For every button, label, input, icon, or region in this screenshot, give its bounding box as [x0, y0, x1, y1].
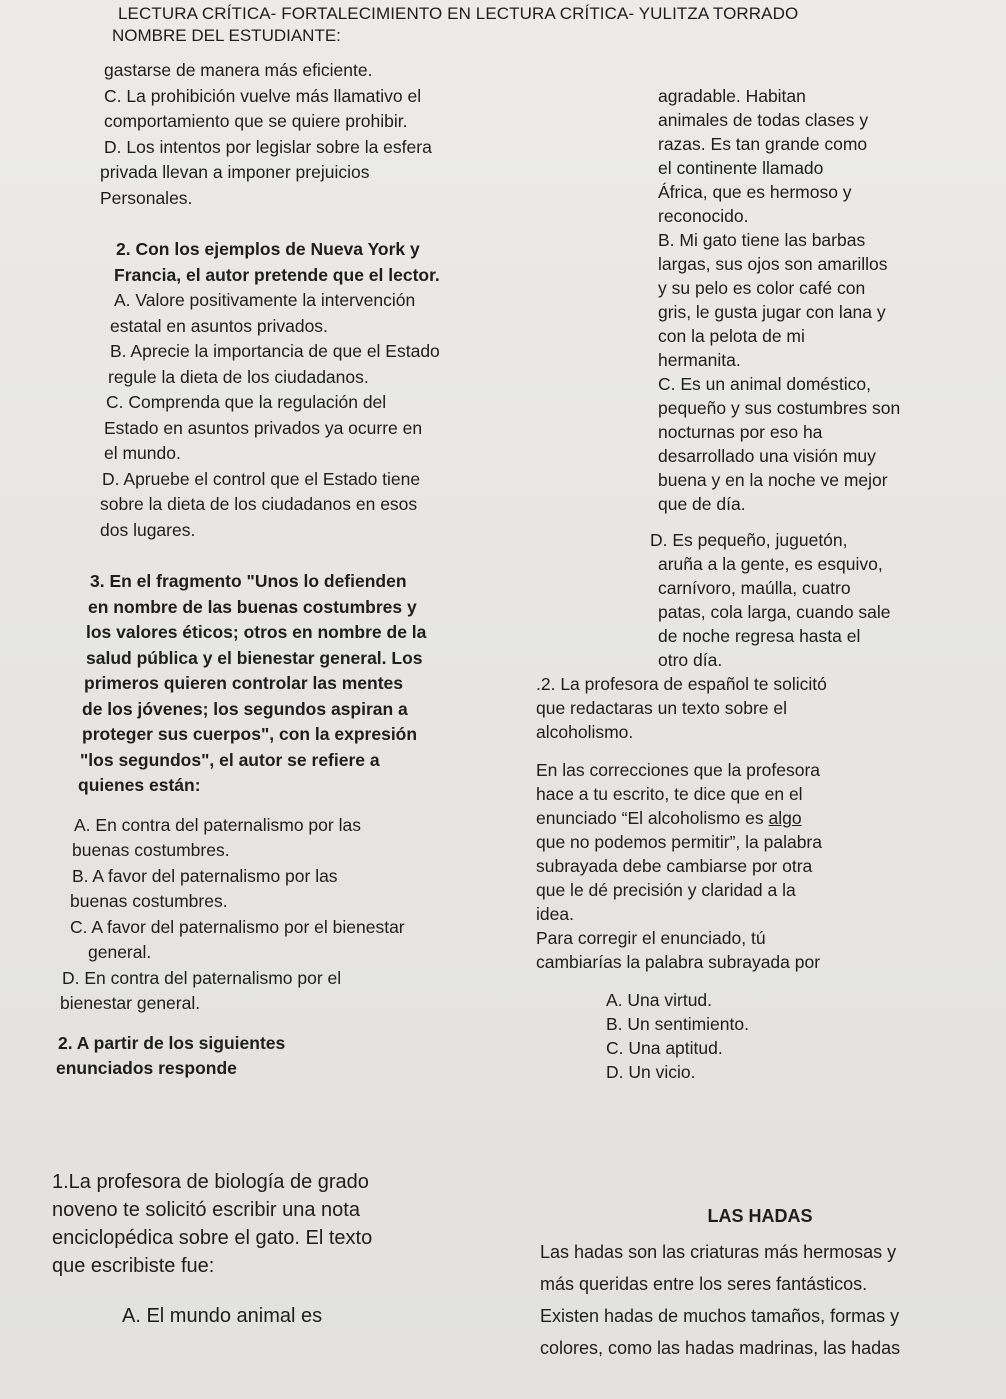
question-stem: primeros quieren controlar las mentes — [84, 673, 403, 693]
option-c: pequeño y sus costumbres son — [658, 398, 901, 418]
worksheet-title: LECTURA CRÍTICA- FORTALECIMIENTO EN LECTURA CRÍTICA- YULITZA TORRADO — [118, 4, 799, 23]
option-a: animales de todas clases y — [658, 110, 869, 130]
question-2 — [70, 237, 540, 543]
option-b: regule la dieta de los ciudadanos. — [108, 366, 369, 387]
reading-title: LAS HADAS — [707, 1206, 813, 1226]
question-stem: de los jóvenes; los segundos aspiran a — [82, 698, 408, 719]
option-d: dos lugares. — [100, 519, 196, 540]
text-line: D. Los intentos por legislar sobre la esfera — [104, 136, 432, 157]
option-a: A. Una virtud. — [606, 990, 713, 1010]
question-stem: 3. En el fragmento "Unos lo defienden — [90, 571, 407, 591]
question-stem: en nombre de las buenas costumbres y — [88, 596, 417, 617]
question-stem: "los segundos", el autor se refiere a — [80, 749, 380, 770]
option-d: carnívoro, maúlla, cuatro — [658, 578, 851, 598]
option-b: B. Mi gato tiene las barbas — [658, 230, 866, 250]
option-b: y su pelo es color café con — [658, 278, 866, 298]
question-stem: los valores éticos; otros en nombre de la — [86, 622, 427, 642]
option-b: B. Un sentimiento. — [606, 1014, 749, 1034]
option-b: hermanita. — [658, 350, 741, 370]
section-2-heading — [56, 1031, 540, 1082]
option-c: desarrollado una visión muy — [658, 446, 876, 466]
option-d: D. Es pequeño, juguetón, — [650, 530, 848, 550]
student-name-label: NOMBRE DEL ESTUDIANTE: — [112, 26, 341, 45]
question-1 — [52, 1168, 492, 1330]
option-c: el mundo. — [104, 443, 181, 463]
question-paragraph: En las correcciones que la profesora — [536, 760, 821, 780]
option-d: otro día. — [658, 650, 723, 670]
option-d: bienestar general. — [60, 993, 201, 1013]
question-stem: que redactaras un texto sobre el — [536, 698, 787, 718]
option-a: A. El mundo animal es — [122, 1305, 323, 1327]
question-stem: proteger sus cuerpos", con la expresión — [82, 724, 418, 744]
question-stem: noveno te solicitó escribir una nota — [52, 1199, 360, 1221]
text-line: gastarse de manera más eficiente. — [104, 60, 373, 80]
option-c: C. Una aptitud. — [606, 1038, 723, 1058]
section-heading-line: 2. A partir de los siguientes — [58, 1032, 286, 1053]
option-d: de noche regresa hasta el — [658, 626, 861, 646]
text-line: Personales. — [100, 187, 193, 208]
question-stem: quienes están: — [78, 775, 201, 795]
option-a: estatal en asuntos privados. — [110, 315, 328, 336]
option-a: razas. Es tan grande como — [658, 134, 868, 154]
option-c: C. Es un animal doméstico, — [658, 374, 872, 394]
option-a: el continente llamado — [658, 158, 824, 178]
option-c: general. — [88, 942, 152, 962]
option-d: D. Un vicio. — [606, 1062, 696, 1082]
option-d: D. Apruebe el control que el Estado tiene — [102, 468, 421, 489]
option-a: reconocido. — [658, 206, 749, 226]
option-b: buenas costumbres. — [70, 891, 228, 911]
previous-question-options — [70, 58, 540, 211]
question-stem: alcoholismo. — [536, 722, 634, 742]
question-instruction: cambiarías la palabra subrayada por — [536, 952, 821, 972]
question-stem: salud pública y el bienestar general. Los — [86, 647, 423, 668]
question-2-spanish — [536, 672, 970, 1084]
option-c: nocturnas por eso ha — [658, 422, 823, 442]
underlined-word: algo — [768, 808, 802, 828]
question-paragraph-enunciado — [536, 806, 970, 830]
text-line: privada llevan a imponer prejuicios — [100, 162, 370, 182]
question-paragraph: que le dé precisión y claridad a la — [536, 880, 796, 900]
question-stem: 2. Con los ejemplos de Nueva York y — [116, 239, 420, 259]
option-b: B. Aprecie la importancia de que el Estado — [110, 341, 440, 361]
left-column — [56, 58, 540, 1082]
option-b: gris, le gusta jugar con lana y — [658, 302, 886, 322]
question-stem: .2. La profesora de español te solicitó — [536, 674, 827, 694]
question-stem: Francia, el autor pretende que el lector. — [114, 264, 440, 285]
section-heading-line: enunciados responde — [56, 1058, 237, 1078]
reading-las-hadas — [540, 1200, 980, 1364]
option-a: agradable. Habitan — [658, 86, 806, 106]
question-paragraph: subrayada debe cambiarse por otra — [536, 856, 813, 876]
option-b: largas, sus ojos son amarillos — [658, 254, 888, 274]
question-stem: que escribiste fue: — [52, 1255, 215, 1277]
question-instruction: Para corregir el enunciado, tú — [536, 928, 766, 948]
option-c: C. A favor del paternalismo por el bienestar — [70, 916, 405, 937]
reading-line: colores, como las hadas madrinas, las hadas — [540, 1338, 901, 1358]
option-a: A. En contra del paternalismo por las — [74, 814, 361, 835]
question-stem: enciclopédica sobre el gato. El texto — [52, 1227, 373, 1249]
option-c: que de día. — [658, 494, 746, 514]
text-line: comportamiento que se quiere prohibir. — [104, 111, 408, 131]
option-a: buenas costumbres. — [72, 840, 230, 860]
enunciado-text: enunciado “El alcoholismo es — [536, 808, 769, 828]
option-c: C. Comprenda que la regulación del — [106, 392, 387, 412]
question-paragraph: que no podemos permitir”, la palabra — [536, 832, 822, 852]
question-3 — [60, 569, 540, 1017]
option-a: A. Valore positivamente la intervención — [114, 290, 416, 310]
option-a: África, que es hermoso y — [658, 182, 852, 202]
right-column — [536, 84, 970, 1084]
question-paragraph: hace a tu escrito, te dice que en el — [536, 784, 803, 804]
text-line: C. La prohibición vuelve más llamativo el — [104, 85, 422, 106]
option-d: sobre la dieta de los ciudadanos en esos — [100, 494, 418, 514]
reading-line: Existen hadas de muchos tamaños, formas y — [540, 1306, 900, 1326]
reading-line: más queridas entre los seres fantásticos. — [540, 1274, 868, 1294]
option-c: Estado en asuntos privados ya ocurre en — [104, 417, 423, 438]
reading-line: Las hadas son las criaturas más hermosas y — [540, 1242, 897, 1262]
option-c: buena y en la noche ve mejor — [658, 470, 888, 490]
option-b: con la pelota de mi — [658, 326, 805, 346]
question-paragraph: idea. — [536, 904, 574, 924]
option-d: aruña a la gente, es esquivo, — [658, 554, 883, 574]
question-1-options-continued — [650, 84, 970, 672]
option-b: B. A favor del paternalismo por las — [72, 865, 338, 886]
question-stem: 1.La profesora de biología de grado — [52, 1171, 369, 1193]
option-d: D. En contra del paternalismo por el — [62, 967, 342, 988]
option-d: patas, cola larga, cuando sale — [658, 602, 891, 622]
